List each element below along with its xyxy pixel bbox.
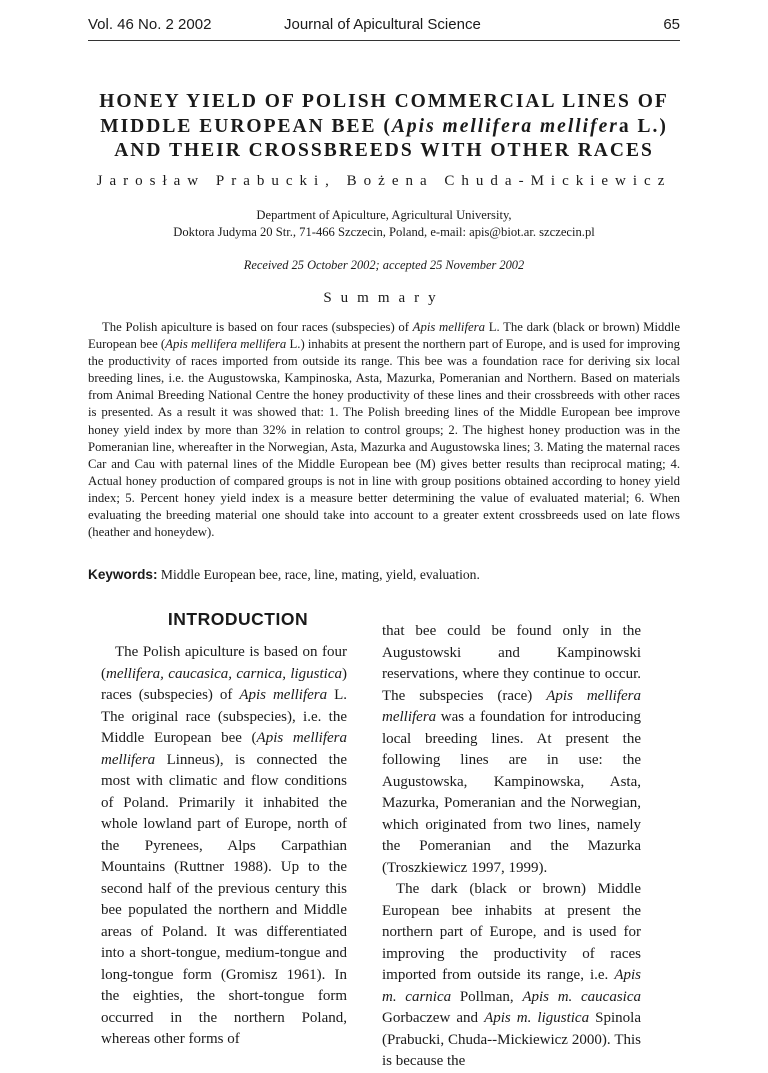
keywords-label: Keywords: [88,567,158,582]
received-dates: Received 25 October 2002; accepted 25 November 2002 [243,258,525,272]
affiliation-line-2: Doktora Judyma 20 Str., 71-466 Szczecin, Poland, e-mail: apis@biot.ar. szczecin.pl [173,225,595,239]
summary-heading: Summary [323,290,445,306]
introduction-column-2 [382,621,641,1073]
paper-title [60,90,708,164]
keywords-text: Middle European bee, race, line, mating, yield, evaluation. [157,567,480,582]
affiliation-line-1: Department of Apiculture, Agricultural University, [256,208,512,222]
running-header [88,12,680,38]
title-line-2: MIDDLE EUROPEAN BEE (Apis mellifera mellifera L.) [100,115,668,137]
header-rule [88,40,680,41]
keywords [88,567,698,583]
journal-name: Journal of Apicultural Science [284,16,481,33]
journal-volume: Vol. 46 No. 2 2002 [88,16,212,33]
introduction-heading: INTRODUCTION [167,609,309,629]
page-number: 65 [663,16,680,33]
summary-text: The Polish apiculture is based on four races (subspecies) of Apis mellifera L. The dark (black or brown) Middle European bee (Apis mellifera mellifera L.) inhabits at present the northern part of Europe, and is used for improving the productivity of races imported from outside its range. This bee was a foundation race for deriving six local breeding lines, i.e. the Augustowska, Kampinoska, Asta, Mazurka, Pomeranian and Northern. Based on materials from Animal Breeding National Centre the honey productivity of these lines and their crossbreeds with other races is presented. As a result it was showed that: 1. The Polish breeding lines of the Middle European bee improve honey yield index by more than 32% in relation to control groups; 2. The highest honey production was in the Pomeranian line, whereafter in the Norwegian, Asta, Mazurka and Augustowska lines; 3. Mating the maternal races Car and Cau with paternal lines of the Middle European bee (M) gives better results than reciprocal mating; 4. Actual honey production of compared groups is not in line with group positions obtained according to honey yield index; 5. Percent honey yield index is a measure better determining the value of evaluated material; 6. When evaluating the breeding material one should take into account to a greater extent crossbreeds used on late flows (heather and honeydew). [88,320,681,540]
title-line-3: AND THEIR CROSSBREEDS WITH OTHER RACES [114,140,654,161]
paragraph: The dark (black or brown) Middle European bee inhabits at present the northern part of Europe, and is used for improving the productivity of races imported from outside its range, i.e. Apis m. carnica Pollman, Apis m. caucasica Gorbaczew and Apis m. ligustica Spinola (Prabucki, Chuda--Mickiewicz 2000). This is because the [382,881,641,1069]
title-line-1: HONEY YIELD OF POLISH COMMERCIAL LINES OF [99,91,669,112]
species-name: Apis mellifera mellifer [391,115,619,137]
paragraph: that bee could be found only in the Augustowski and Kampinowski reservations, where they continue to occur. The subspecies (race) Apis mellifera mellifera was a foundation for introducing local breeding lines. At present the following lines are in use: the Augustowska, Kampinowska, Asta, Mazurka, Pomeranian and the Norwegian, which originated from two lines, namely the Pomeranian and the Mazurka (Troszkiewicz 1997, 1999). [382,623,641,876]
affiliation [60,207,708,241]
authors: Jarosław Prabucki, Bożena Chuda-Mickiewicz [96,173,672,189]
introduction-column-1: The Polish apiculture is based on four (mellifera, caucasica, carnica, ligustica) races (subspecies) of Apis mellifera L. The original race (subspecies), i.e. the Middle European bee (Apis mellifera mellifera Linneus), is connected the most with climatic and flow conditions of Poland. Primarily it inhabited the whole lowland part of Europe, north of the Pyrenees, Alps Carpathian Mountains (Ruttner 1988). Up to the second half of the previous century this bee populated the northern and Middle areas of Poland. It was differentiated into a short-tongue, medium-tongue and long-tongue form (Gromisz 1961). In the eighties, the short-tongue form occurred in the northern Poland, whereas other forms of [101,644,347,1047]
